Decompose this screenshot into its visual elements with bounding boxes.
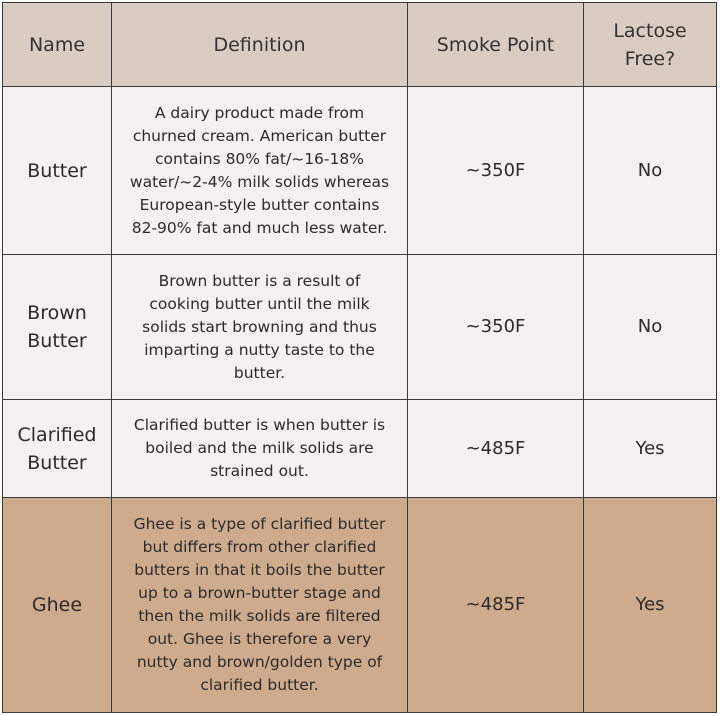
row-name: Clarified Butter [3, 400, 112, 498]
table-row-ghee [3, 498, 717, 713]
row-smoke-point: ~485F [408, 498, 584, 713]
header-name: Name [3, 3, 112, 87]
row-smoke-point: ~350F [408, 255, 584, 400]
row-smoke-point: ~350F [408, 87, 584, 255]
row-name: Brown Butter [3, 255, 112, 400]
row-definition: A dairy product made from churned cream. American butter contains 80% fat/~16-18% water/~2-4% milk solids whereas European-style butter contains 82-90% fat and much less water. [112, 87, 408, 255]
table-row-butter [3, 87, 717, 255]
header-definition: Definition [112, 3, 408, 87]
header-smoke-point: Smoke Point [408, 3, 584, 87]
row-definition: Brown butter is a result of cooking butter until the milk solids start browning and thus imparting a nutty taste to the butter. [112, 255, 408, 400]
row-name: Ghee [3, 498, 112, 713]
row-lactose-free: Yes [584, 400, 717, 498]
row-definition: Clarified butter is when butter is boiled and the milk solids are strained out. [112, 400, 408, 498]
butter-comparison-table [2, 2, 717, 713]
table-header-row [3, 3, 717, 87]
table-row-brown-butter [3, 255, 717, 400]
row-name: Butter [3, 87, 112, 255]
row-lactose-free: No [584, 87, 717, 255]
row-lactose-free: Yes [584, 498, 717, 713]
row-lactose-free: No [584, 255, 717, 400]
table-row-clarified-butter [3, 400, 717, 498]
row-smoke-point: ~485F [408, 400, 584, 498]
header-lactose-free: Lactose Free? [584, 3, 717, 87]
row-definition: Ghee is a type of clarified butter but differs from other clarified butters in that it boils the butter up to a brown-butter stage and then the milk solids are filtered out. Ghee is therefore a very nutty and brown/golden type of clarified butter. [112, 498, 408, 713]
